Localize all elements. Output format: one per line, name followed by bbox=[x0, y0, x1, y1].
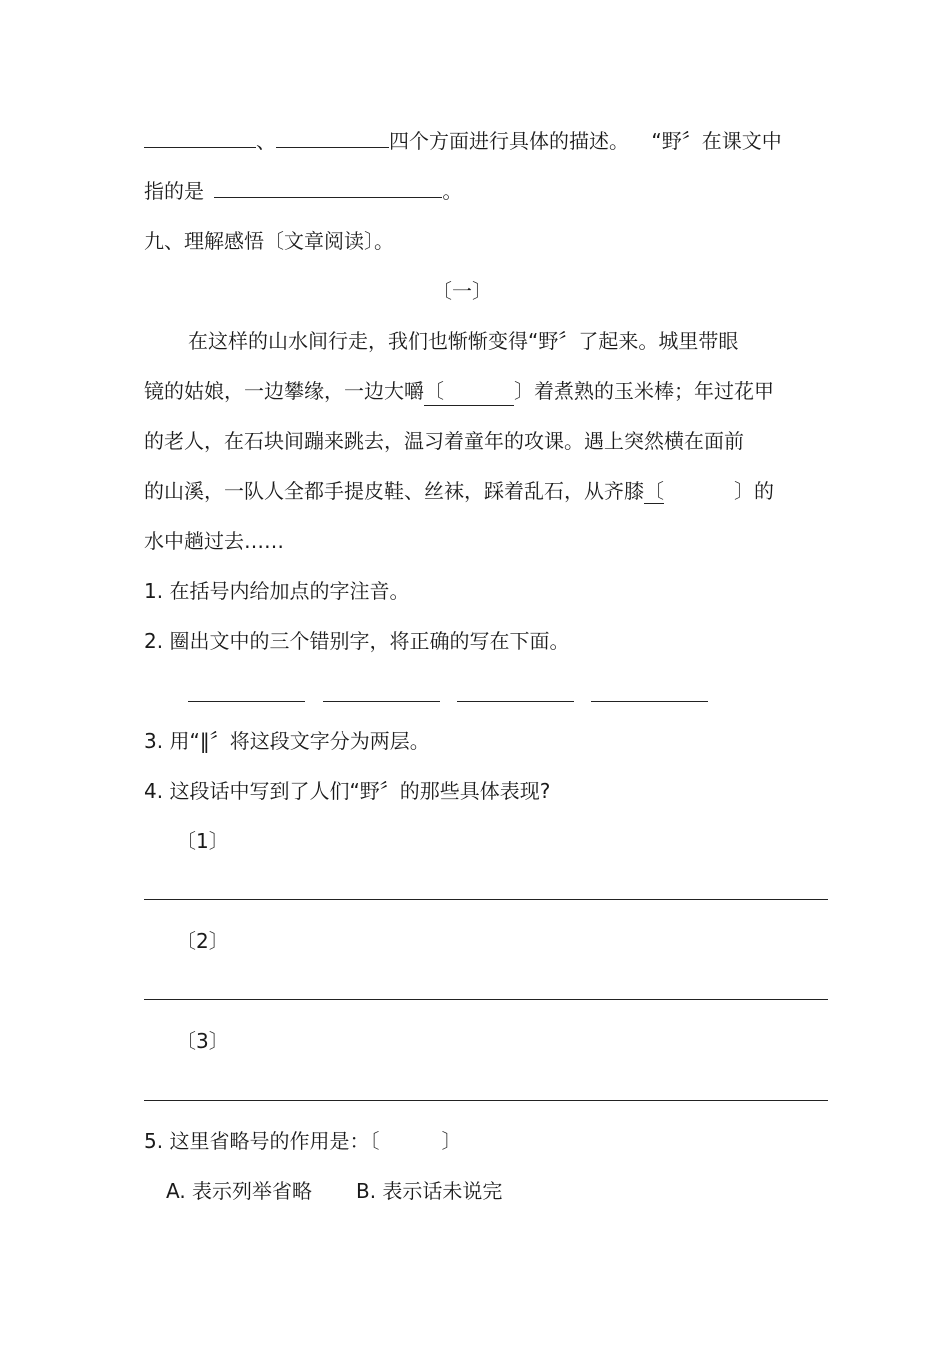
question-5 bbox=[144, 1127, 461, 1155]
pinyin-blank[interactable] bbox=[424, 377, 514, 406]
fill-in-line-2 bbox=[144, 177, 462, 205]
question-1: 1. 在括号内给加点的字注音。 bbox=[144, 579, 410, 603]
passage-line bbox=[144, 477, 774, 505]
quote-text: “野〞在课文中 bbox=[651, 129, 782, 153]
passage-text: 〕的 bbox=[734, 479, 774, 503]
line-prefix: 指的是 bbox=[144, 179, 204, 203]
bracket-close: 〕 bbox=[441, 1129, 462, 1153]
fill-in-line-1 bbox=[144, 127, 782, 155]
sub-item-3: 〔3〕 bbox=[176, 1029, 229, 1053]
answer-blank[interactable] bbox=[457, 701, 574, 702]
bracket-open: 〔 bbox=[644, 479, 664, 503]
answer-blank[interactable] bbox=[214, 177, 442, 198]
answer-line[interactable] bbox=[144, 899, 828, 900]
passage-line bbox=[144, 377, 774, 406]
answer-blank[interactable] bbox=[276, 127, 389, 148]
question-2: 2. 圈出文中的三个错别字，将正确的写在下面。 bbox=[144, 629, 570, 653]
question-5-text: 5. 这里省略号的作用是：〔 bbox=[144, 1129, 380, 1153]
passage-line: 水中趟过去…… bbox=[144, 529, 284, 553]
answer-blank[interactable] bbox=[144, 127, 256, 148]
separator: 、 bbox=[256, 129, 276, 153]
passage-text: 〕着煮熟的玉米棒；年过花甲 bbox=[514, 379, 774, 403]
section-subheading: 〔一〕 bbox=[432, 279, 492, 303]
passage-line: 的老人，在石块间蹦来跳去，温习着童年的攻课。遇上突然横在面前 bbox=[144, 429, 744, 453]
pinyin-blank[interactable] bbox=[644, 477, 734, 505]
passage-text: 的山溪，一队人全都手提皮鞋、丝袜，踩着乱石，从齐膝 bbox=[144, 479, 644, 503]
option-b: B. 表示话未说完 bbox=[356, 1179, 503, 1203]
answer-blank[interactable] bbox=[591, 701, 708, 702]
sentence-text: 四个方面进行具体的描述。 bbox=[389, 129, 629, 153]
question-4: 4. 这段话中写到了人们“野〞的那些具体表现? bbox=[144, 779, 551, 803]
question-3: 3. 用“‖〞将这段文字分为两层。 bbox=[144, 729, 430, 753]
section-heading: 九、理解感悟〔文章阅读〕。 bbox=[144, 229, 394, 253]
passage-text: 镜的姑娘，一边攀缘，一边大嚼 bbox=[144, 379, 424, 403]
option-a: A. 表示列举省略 bbox=[166, 1179, 313, 1203]
answer-line[interactable] bbox=[144, 1100, 828, 1101]
sub-item-1: 〔1〕 bbox=[176, 829, 229, 853]
answer-line[interactable] bbox=[144, 999, 828, 1000]
line-end: 。 bbox=[442, 179, 463, 203]
answer-blank[interactable] bbox=[323, 701, 440, 702]
answer-blank[interactable] bbox=[188, 701, 305, 702]
passage-line: 在这样的山水间行走，我们也惭惭变得“野〞了起来。城里带眼 bbox=[188, 329, 739, 353]
sub-item-2: 〔2〕 bbox=[176, 929, 229, 953]
bracket-open: 〔 bbox=[424, 379, 444, 403]
